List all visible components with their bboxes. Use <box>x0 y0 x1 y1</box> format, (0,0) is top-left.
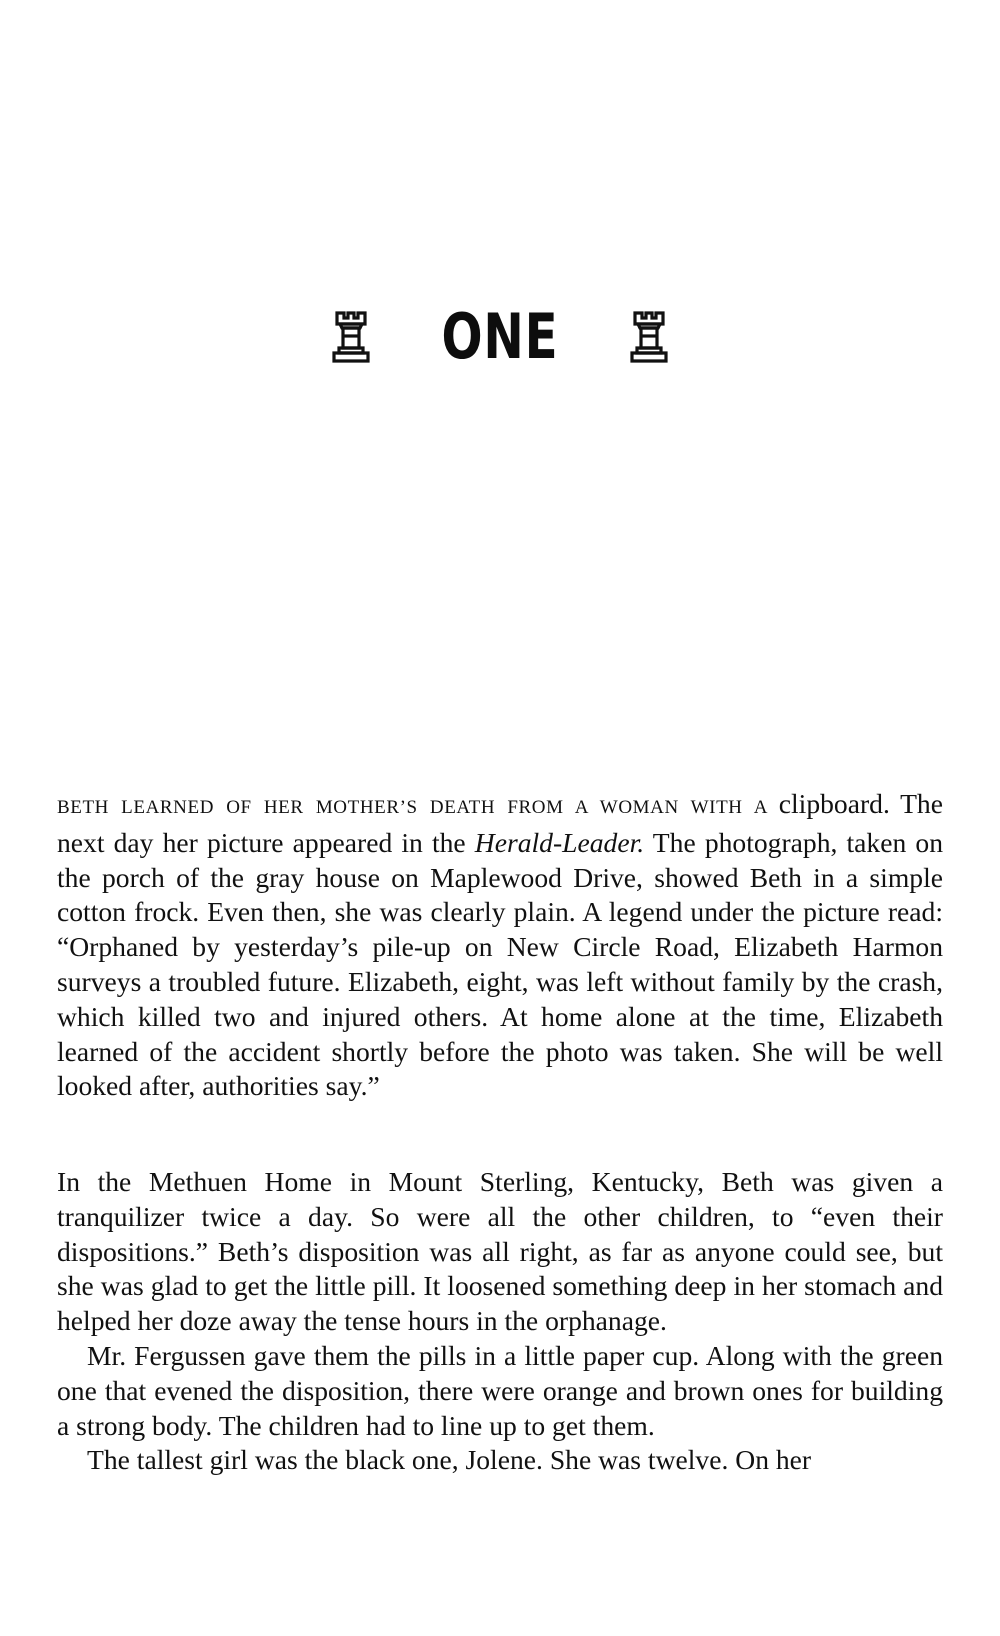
opening-small-caps: BETH LEARNED OF HER MOTHER’S DEATH FROM A WOMAN WITH A <box>57 797 769 818</box>
paragraph: The tallest girl was the black one, Jolene. She was twelve. On her <box>87 1444 812 1476</box>
paragraph: Mr. Fergussen gave them the pills in a little paper cup. Along with the green one that evened the disposition, there were orange and brown ones for building a strong body. The children had to line up to get them. <box>57 1339 943 1441</box>
paragraph-text: The photograph, taken on the porch of the gray house on Maplewood Drive, showed Beth in a simple cotton frock. Even then, she was clearly plain. A legend under the picture read: “Orphaned by yesterday’s pile-up on New Circle Road, Elizabeth Harmon surveys a troubled future. Elizabeth, eight, was left without family by the crash, which killed two and injured others. At home alone at the time, Elizabeth learned of the accident shortly before the photo was taken. She will be well looked after, authorities say.” <box>57 826 943 1102</box>
chess-rook-icon <box>329 309 373 365</box>
paragraph-text: clipboard. The next day her picture appeared in the <box>57 788 943 858</box>
body-text <box>57 1165 943 1478</box>
opening-paragraph <box>57 787 943 1104</box>
chapter-heading <box>0 302 1000 372</box>
paragraph: In the Methuen Home in Mount Sterling, Kentucky, Beth was given a tranquilizer twice a day. So were all the other children, to “even their dispositions.” Beth’s disposition was all right, as far as anyone could see, but she was glad to get the little pill. It loosened something deep in her stomach and helped her doze away the tense hours in the orphanage. <box>57 1166 943 1337</box>
chess-rook-icon <box>627 309 671 365</box>
newspaper-title: Herald-Leader. <box>474 826 645 858</box>
chapter-title: ONE <box>441 300 559 373</box>
